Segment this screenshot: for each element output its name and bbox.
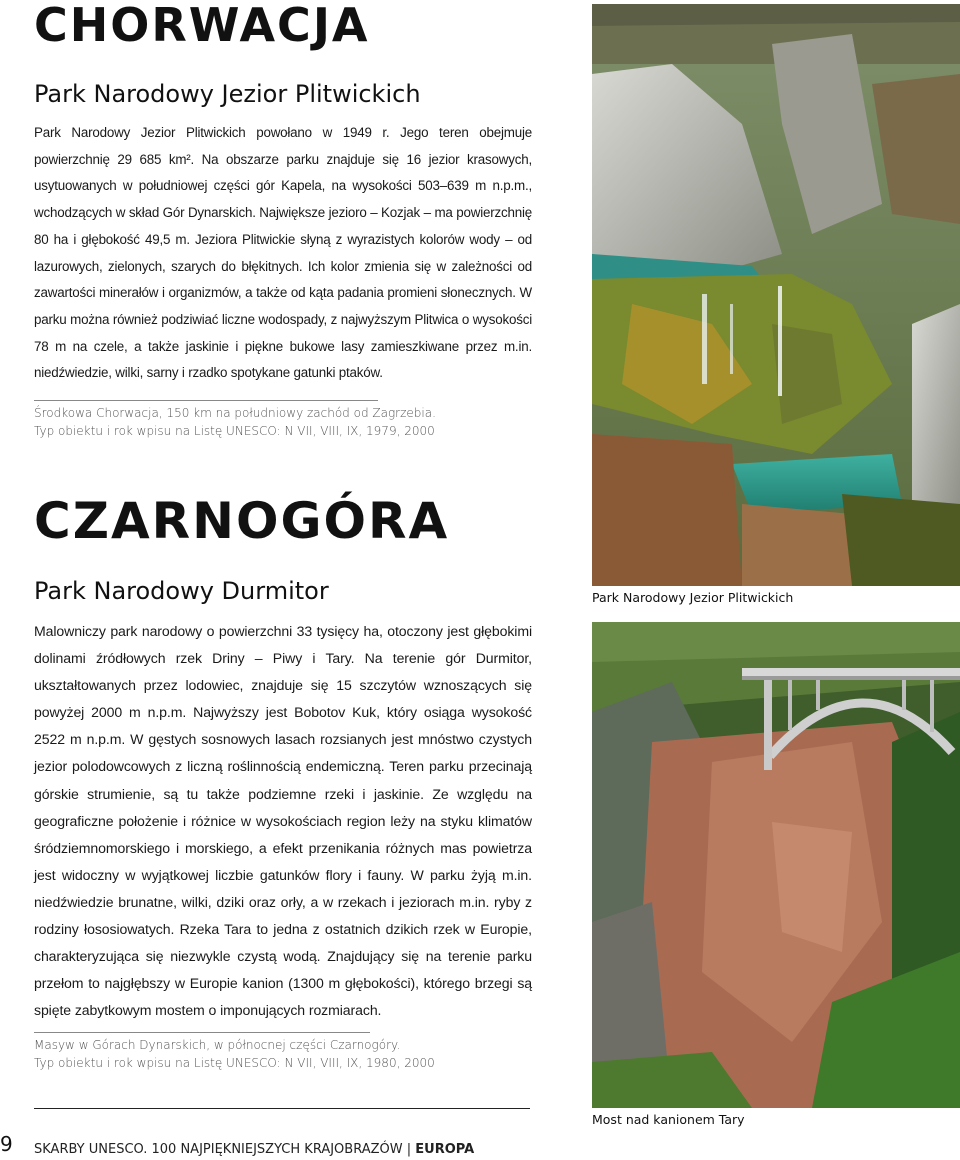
plitvice-location: Środkowa Chorwacja, 150 km na południowy zachód od Zagrzebia. [34, 406, 436, 420]
plitvice-meta-divider [34, 400, 378, 401]
country-heading-croatia: CHORWACJA [34, 0, 370, 52]
footer-section-name: EUROPA [415, 1142, 475, 1157]
park-heading-plitvice: Park Narodowy Jezior Plitwickich [34, 80, 421, 108]
footer-running-title [34, 1142, 474, 1157]
durmitor-meta-divider [34, 1032, 370, 1033]
country-heading-montenegro: CZARNOGÓRA [34, 492, 450, 550]
durmitor-unesco-entry: Typ obiektu i rok wpisu na Listę UNESCO: N VII, VIII, IX, 1980, 2000 [34, 1056, 435, 1070]
footer-divider [34, 1108, 530, 1109]
footer-series-title: SKARBY UNESCO. 100 NAJPIĘKNIEJSZYCH KRAJOBRAZÓW [34, 1142, 403, 1157]
tara-photo-caption: Most nad kanionem Tary [592, 1112, 745, 1127]
plitvice-description: Park Narodowy Jezior Plitwickich powołano w 1949 r. Jego teren obejmuje powierzchnię 29 685 km². Na obszarze parku znajduje się 16 jezior krasowych, usytuowanych w południowej części gór Kapela, na wysokości 503–639 m n.p.m., wchodzących w skład Gór Dynarskich. Największe jezioro – Kozjak – ma powierzchnię 80 ha i głębokość 49,5 m. Jeziora Plitwickie słyną z wyrazistych kolorów wody – od lazurowych, zielonych, szarych do błękitnych. Ich kolor zmienia się w zależności od zawartości minerałów i organizmów, a także od kąta padania promieni słonecznych. W parku można również podziwiać liczne wodospady, z najwyższym Plitwica o wysokości 78 m na czele, a także jaskinie i piękne bukowe lasy zamieszkiwane przez m.in. niedźwiedzie, wilki, sarny i rzadko spotykane gatunki ptaków. [34, 125, 532, 381]
page-number: 9 [0, 1132, 13, 1156]
tara-bridge-photo [592, 622, 960, 1108]
plitvice-photo-caption: Park Narodowy Jezior Plitwickich [592, 590, 794, 605]
durmitor-meta [34, 1036, 532, 1072]
plitvice-unesco-entry: Typ obiektu i rok wpisu na Listę UNESCO: N VII, VIII, IX, 1979, 2000 [34, 424, 435, 438]
park-heading-durmitor: Park Narodowy Durmitor [34, 577, 329, 605]
footer-separator: | [406, 1142, 412, 1157]
durmitor-location: Masyw w Górach Dynarskich, w północnej części Czarnogóry. [34, 1038, 401, 1052]
plitvice-meta [34, 404, 532, 440]
plitvice-lakes-photo [592, 4, 960, 586]
durmitor-description: Malowniczy park narodowy o powierzchni 33 tysięcy ha, otoczony jest głębokimi dolinami źródłowych rzek Driny – Piwy i Tary. Na terenie gór Durmitor, ukształtowanych przez lodowiec, znajduje się 15 szczytów wznoszących się powyżej 2000 m n.p.m. Najwyższy jest Bobotov Kuk, który osiąga wysokość 2522 m n.p.m. W gęstych sosnowych lasach rozsianych jest mnóstwo czystych jezior polodowcowych z liczną roślinnością endemiczną. Teren parku przecinają górskie strumienie, są tu także podziemne rzeki i jaskinie. Ze względu na geograficzne położenie i różnice w wysokościach region leży na styku klimatów śródziemnomorskiego i morskiego, a efekt przenikania różnych mas powietrza jest widoczny w wyjątkowej liczbie gatunków flory i fauny. W parku żyją m.in. niedźwiedzie brunatne, wilki, dziki oraz orły, a w rzekach i jeziorach m.in. ryby z rodziny łososiowatych. Rzeka Tara to jedna z ostatnich dzikich rzek w Europie, charakteryzująca się niezwykle czystą wodą. Znajdujący się na terenie parku przełom to najgłębszy w Europie kanion (1300 m głębokości), którego brzegi są spięte zabytkowym mostem o imponujących rozmiarach. [34, 623, 532, 1019]
